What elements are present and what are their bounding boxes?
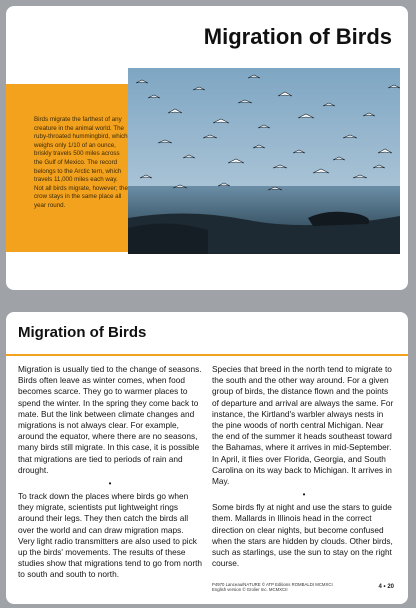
back-card <box>6 312 408 604</box>
separator-dot: • <box>108 479 112 489</box>
credits-line: P4970 Lanceau/NATURE © ATP Editions ROMBALDI MCMXCI <box>212 582 333 587</box>
rock-left <box>128 223 208 254</box>
paragraph: To track down the places where birds go when they migrate, scientists put lightweight rings around their legs. They then catch the birds all over the world and can draw migration maps. Very light radio transmitters are also used to pick up the birds' movements. The results of these studies show that migrations tend to go from north to south and south to north. <box>18 491 203 580</box>
right-column <box>212 364 396 569</box>
left-column <box>18 364 202 581</box>
front-title: Migration of Birds <box>203 24 392 49</box>
birds-photo <box>128 68 400 254</box>
paragraph: Some birds fly at night and use the stars to guide them. Mallards in Illinois head in the correct direction on clear nights, but become confused when the stars are hidden by clouds. Other birds, such as starlings, use the sun to stay on the right course. <box>212 502 393 569</box>
card-code: 4 • 20 <box>378 584 394 590</box>
back-title: Migration of Birds <box>18 324 147 341</box>
separator-dot: • <box>302 490 306 500</box>
paragraph: Migration is usually tied to the change of seasons. Birds often leave as winter comes, when food becomes scarce. They go to warmer places to spend the winter. In the spring they come back to mate. But the link between climate changes and migrations is not always clear. For example, around the equator, where there are no seasons, many birds still migrate. In this case, it is possible that migrations are tied to periods of rain and drought. <box>18 364 202 475</box>
credits-line: English version © Grolier Inc. MCMXCII <box>212 587 288 593</box>
back-header <box>6 312 408 356</box>
front-card <box>6 6 408 290</box>
front-text: Birds migrate the farthest of any creature in the animal world. The ruby-throated hummingbird, which weighs only 1/10 of an ounce, briskly travels 500 miles across the Gulf of Mexico. The record belongs to the Arctic tern, which travels 11,000 miles each way. Not all birds migrate, however; the crow stays in the same place all year round. <box>34 116 128 209</box>
paragraph: Species that breed in the north tend to migrate to the south and the other way around. For a given group of birds, the distance flown and the points of departure and arrival are always the same. For instance, the Kirtland's warbler always nests in the pine woods of north central Michigan. Near the end of the summer it heads southeast toward the Bahamas, where it arrives in mid-September. In April, it flies over Florida, Georgia, and South Carolina on its way back to Michigan. It arrives in May. <box>212 364 394 487</box>
birds-photo-illustration <box>128 68 400 254</box>
sky-area <box>128 68 400 188</box>
credits <box>212 582 362 593</box>
